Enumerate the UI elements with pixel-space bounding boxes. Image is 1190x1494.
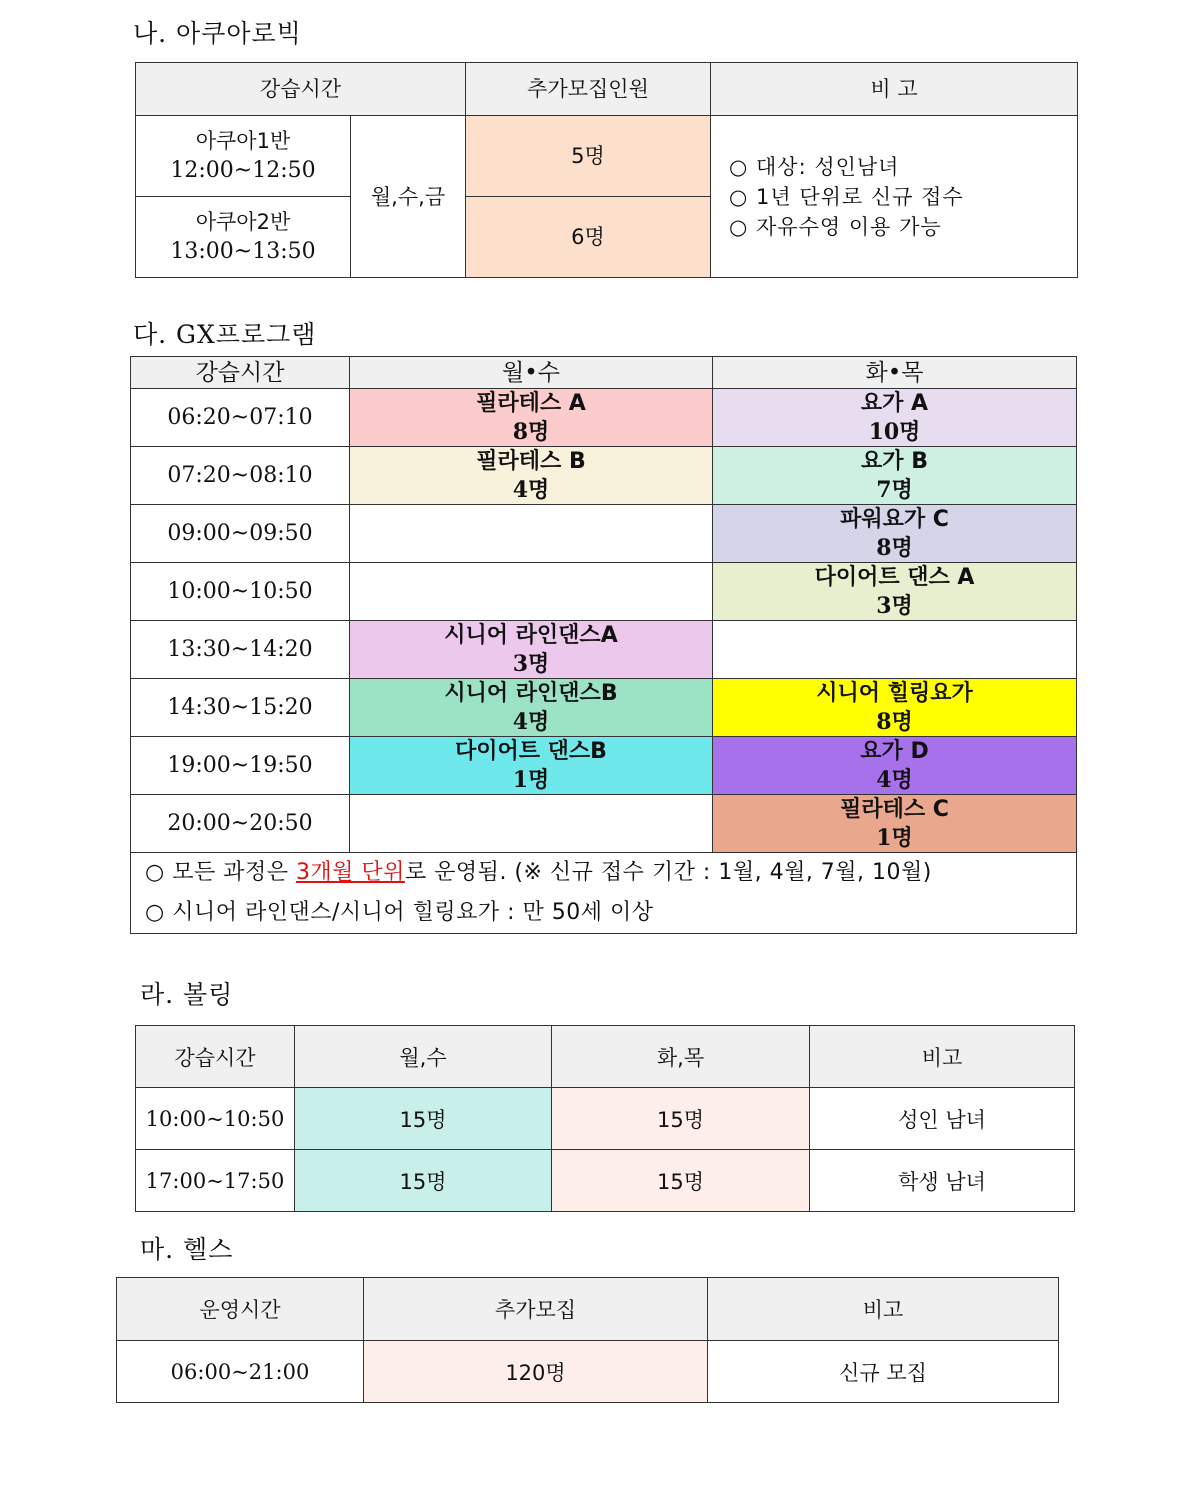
gx-class-name: 시니어 라인댄스B — [444, 680, 618, 706]
gx-time: 10:00~10:50 — [131, 563, 350, 621]
gx-row — [131, 563, 1077, 621]
gx-footnotes — [131, 853, 1077, 934]
gx-class-cell-mw — [350, 795, 713, 853]
bowling-header-time: 강습시간 — [136, 1026, 295, 1088]
aqua-header-count: 추가모집인원 — [466, 63, 711, 116]
bowling-header-note: 비고 — [810, 1026, 1075, 1088]
gx-class-cell-mw — [350, 389, 713, 447]
aqua-class-name: 아쿠아2반 — [195, 210, 291, 234]
aqua-note-item: ○ 대상: 성인남녀 — [729, 154, 900, 179]
gx-time: 13:30~14:20 — [131, 621, 350, 679]
gx-class-count: 7명 — [876, 476, 913, 503]
gx-row — [131, 621, 1077, 679]
gx-time: 14:30~15:20 — [131, 679, 350, 737]
gx-class-name: 파워요가 C — [840, 506, 949, 532]
gx-class-count: 4명 — [512, 476, 550, 503]
gx-class-count: 8명 — [876, 708, 913, 735]
gx-class-count: 1명 — [512, 766, 550, 793]
bowling-time: 10:00~10:50 — [136, 1088, 295, 1150]
gx-class-name: 요가 D — [860, 738, 929, 764]
gx-class-name: 다이어트 댄스 A — [814, 564, 975, 590]
gx-row — [131, 679, 1077, 737]
gx-section-heading: 다. GX프로그램 — [133, 320, 317, 349]
gx-row — [131, 795, 1077, 853]
bowling-note: 학생 남녀 — [810, 1150, 1075, 1212]
aqua-class-cell — [136, 116, 351, 197]
gx-header-mw: 월•수 — [350, 357, 713, 389]
gx-class-count: 4명 — [876, 766, 913, 793]
bowling-header-mw: 월,수 — [295, 1026, 552, 1088]
gx-class-name: 다이어트 댄스B — [455, 738, 607, 764]
gx-footnote-age: ○ 시니어 라인댄스/시니어 힐링요가 : 만 50세 이상 — [145, 900, 654, 925]
gx-row — [131, 505, 1077, 563]
bowling-time: 17:00~17:50 — [136, 1150, 295, 1212]
aqua-class-cell — [136, 197, 351, 278]
aqua-header-note: 비 고 — [711, 63, 1078, 116]
gx-class-cell-tt — [713, 795, 1077, 853]
bowling-table — [135, 1025, 1075, 1212]
gx-time: 06:20~07:10 — [131, 389, 350, 447]
gx-time: 09:00~09:50 — [131, 505, 350, 563]
health-header-count: 추가모집 — [364, 1278, 708, 1341]
gx-time: 20:00~20:50 — [131, 795, 350, 853]
gx-class-cell-tt — [713, 621, 1077, 679]
gx-class-count: 3명 — [876, 592, 913, 619]
aqua-note-item: ○ 자유수영 이용 가능 — [729, 214, 942, 239]
gx-class-name: 필라테스 C — [840, 796, 949, 822]
gx-footnote-highlight: 3개월 단위 — [295, 860, 405, 885]
aqua-class-time: 13:00~13:50 — [170, 239, 316, 264]
gx-class-cell-mw — [350, 679, 713, 737]
gx-header-tt: 화•목 — [713, 357, 1077, 389]
gx-class-count: 4명 — [512, 708, 550, 735]
gx-time: 07:20~08:10 — [131, 447, 350, 505]
gx-row — [131, 447, 1077, 505]
gx-class-count: 3명 — [512, 650, 550, 677]
bowling-count-tt: 15명 — [552, 1088, 810, 1150]
gx-class-cell-tt — [713, 447, 1077, 505]
aqua-count: 5명 — [466, 116, 711, 197]
gx-class-name: 필라테스 A — [476, 390, 586, 416]
gx-header-time: 강습시간 — [131, 357, 350, 389]
gx-class-name: 시니어 힐링요가 — [816, 680, 973, 706]
gx-class-count: 8명 — [876, 534, 913, 561]
aqua-class-time: 12:00~12:50 — [170, 158, 316, 183]
gx-class-cell-tt — [713, 563, 1077, 621]
health-time: 06:00~21:00 — [117, 1341, 364, 1403]
gx-footnote-prefix: ○ 모든 과정은 — [145, 860, 296, 885]
gx-class-cell-mw — [350, 447, 713, 505]
gx-class-cell-mw — [350, 563, 713, 621]
aqua-class-name: 아쿠아1반 — [195, 129, 291, 153]
gx-class-cell-mw — [350, 505, 713, 563]
gx-class-name: 요가 B — [861, 448, 928, 474]
bowling-section-heading: 라. 볼링 — [140, 980, 234, 1009]
aqua-days: 월,수,금 — [351, 116, 466, 278]
gx-class-name: 필라테스 B — [476, 448, 586, 474]
aqua-table — [135, 62, 1078, 278]
bowling-note: 성인 남녀 — [810, 1088, 1075, 1150]
aqua-notes — [711, 116, 1078, 278]
gx-class-cell-tt — [713, 389, 1077, 447]
gx-class-cell-mw — [350, 621, 713, 679]
health-table — [116, 1277, 1059, 1403]
bowling-count-tt: 15명 — [552, 1150, 810, 1212]
aqua-count: 6명 — [466, 197, 711, 278]
gx-table — [130, 356, 1077, 934]
bowling-count-mw: 15명 — [295, 1088, 552, 1150]
gx-time: 19:00~19:50 — [131, 737, 350, 795]
health-header-time: 운영시간 — [117, 1278, 364, 1341]
gx-row — [131, 389, 1077, 447]
health-header-note: 비고 — [708, 1278, 1059, 1341]
gx-class-cell-tt — [713, 679, 1077, 737]
gx-row — [131, 737, 1077, 795]
gx-class-name: 시니어 라인댄스A — [444, 622, 618, 648]
gx-schedule-body — [131, 389, 1077, 853]
aqua-header-time: 강습시간 — [136, 63, 466, 116]
health-count: 120명 — [364, 1341, 708, 1403]
gx-footnote-suffix: 로 운영됨. (※ 신규 접수 기간 : 1월, 4월, 7월, 10월) — [404, 860, 932, 885]
bowling-count-mw: 15명 — [295, 1150, 552, 1212]
gx-class-count: 10명 — [868, 418, 921, 445]
bowling-header-tt: 화,목 — [552, 1026, 810, 1088]
gx-class-count: 1명 — [876, 824, 913, 851]
gx-class-cell-tt — [713, 737, 1077, 795]
gx-class-name: 요가 A — [860, 390, 929, 416]
health-note: 신규 모집 — [708, 1341, 1059, 1403]
aqua-section-heading: 나. 아쿠아로빅 — [133, 19, 302, 48]
gx-class-count: 8명 — [512, 418, 550, 445]
gx-class-cell-mw — [350, 737, 713, 795]
gx-footnote-term — [145, 853, 1076, 893]
health-section-heading: 마. 헬스 — [140, 1235, 234, 1264]
aqua-note-item: ○ 1년 단위로 신규 접수 — [729, 184, 964, 209]
gx-class-cell-tt — [713, 505, 1077, 563]
